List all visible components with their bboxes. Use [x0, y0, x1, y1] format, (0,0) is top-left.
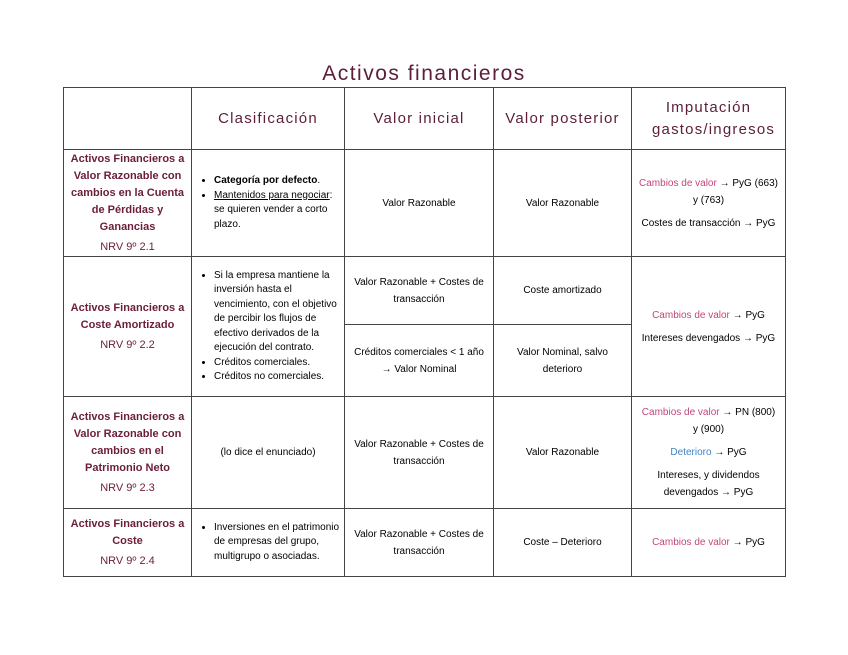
valor-inicial-cell: Valor Razonable + Costes de transacción	[345, 397, 494, 509]
valor-inicial-cell: Créditos comerciales < 1 año → Valor Nominal	[345, 325, 494, 397]
valor-posterior-cell: Coste – Deterioro	[494, 509, 632, 577]
category-name: Activos Financieros a Coste	[70, 517, 185, 547]
category-cell	[64, 150, 192, 257]
list-item: • Categoría por defecto.	[214, 174, 340, 189]
financial-assets-table	[63, 87, 786, 577]
valor-inicial-cell: Valor Razonable	[345, 150, 494, 257]
clasificacion-list	[196, 521, 340, 565]
list-item: • Inversiones en el patrimonio de empresas del grupo, multigrupo o asociadas.	[214, 521, 340, 565]
page-title: Activos financieros	[322, 62, 526, 85]
imputacion-cell	[632, 150, 786, 257]
category-name: Activos Financieros a Valor Razonable con cambios en la Cuenta de Pérdidas y Ganancias	[70, 152, 185, 233]
imputacion-line: Intereses, y dividendos devengados → PyG	[657, 470, 760, 498]
clasificacion-cell	[192, 257, 345, 397]
imputacion-cell	[632, 397, 786, 509]
header-valor-posterior: Valor posterior	[494, 88, 632, 150]
clasificacion-cell	[192, 150, 345, 257]
category-ref: NRV 9º 2.4	[100, 554, 155, 567]
clasificacion-list	[196, 269, 340, 385]
valor-posterior-cell: Coste amortizado	[494, 257, 632, 325]
header-row	[64, 88, 786, 150]
header-clasificacion: Clasificación	[192, 88, 345, 150]
imputacion-line: Costes de transacción → PyG	[641, 217, 776, 229]
valor-inicial-cell: Valor Razonable + Costes de transacción	[345, 257, 494, 325]
category-cell	[64, 397, 192, 509]
imputacion-line: Intereses devengados → PyG	[641, 332, 776, 344]
imputacion-cell	[632, 257, 786, 397]
category-ref: NRV 9º 2.2	[100, 338, 155, 351]
clasificacion-list	[196, 174, 340, 232]
clasificacion-cell: (lo dice el enunciado)	[192, 397, 345, 509]
valor-inicial-cell: Valor Razonable + Costes de transacción	[345, 509, 494, 577]
valor-posterior-cell: Valor Nominal, salvo deterioro	[494, 325, 632, 397]
header-empty	[64, 88, 192, 150]
header-valor-inicial: Valor inicial	[345, 88, 494, 150]
table-row	[64, 150, 786, 257]
list-item: • Créditos no comerciales.	[214, 370, 340, 385]
category-cell	[64, 509, 192, 577]
table-row	[64, 257, 786, 325]
table-row	[64, 397, 786, 509]
category-ref: NRV 9º 2.3	[100, 481, 155, 494]
table-row	[64, 509, 786, 577]
imputacion-line: Cambios de valor → PyG	[652, 309, 765, 321]
imputacion-line: Deterioro → PyG	[670, 447, 747, 458]
list-item: • Mantenidos para negociar: se quieren vender a corto plazo.	[214, 189, 340, 233]
category-name: Activos Financieros a Coste Amortizado	[70, 301, 185, 331]
list-item: • Créditos comerciales.	[214, 356, 340, 371]
imputacion-line: Cambios de valor → PyG (663) y (763)	[639, 177, 778, 206]
valor-posterior-cell: Valor Razonable	[494, 150, 632, 257]
clasificacion-cell	[192, 509, 345, 577]
category-cell	[64, 257, 192, 397]
list-item: • Si la empresa mantiene la inversión hasta el vencimiento, con el objetivo de percibir los flujos de efectivo derivados de la ejecución del contrato.	[214, 269, 340, 356]
imputacion-line: Cambios de valor → PN (800) y (900)	[641, 407, 776, 435]
valor-posterior-cell: Valor Razonable	[494, 397, 632, 509]
category-name: Activos Financieros a Valor Razonable con cambios en el Patrimonio Neto	[70, 410, 185, 474]
imputacion-cell	[632, 509, 786, 577]
header-imputacion: Imputación gastos/ingresos	[632, 88, 786, 150]
imputacion-line: Cambios de valor → PyG	[652, 537, 765, 548]
category-ref: NRV 9º 2.1	[100, 240, 155, 253]
